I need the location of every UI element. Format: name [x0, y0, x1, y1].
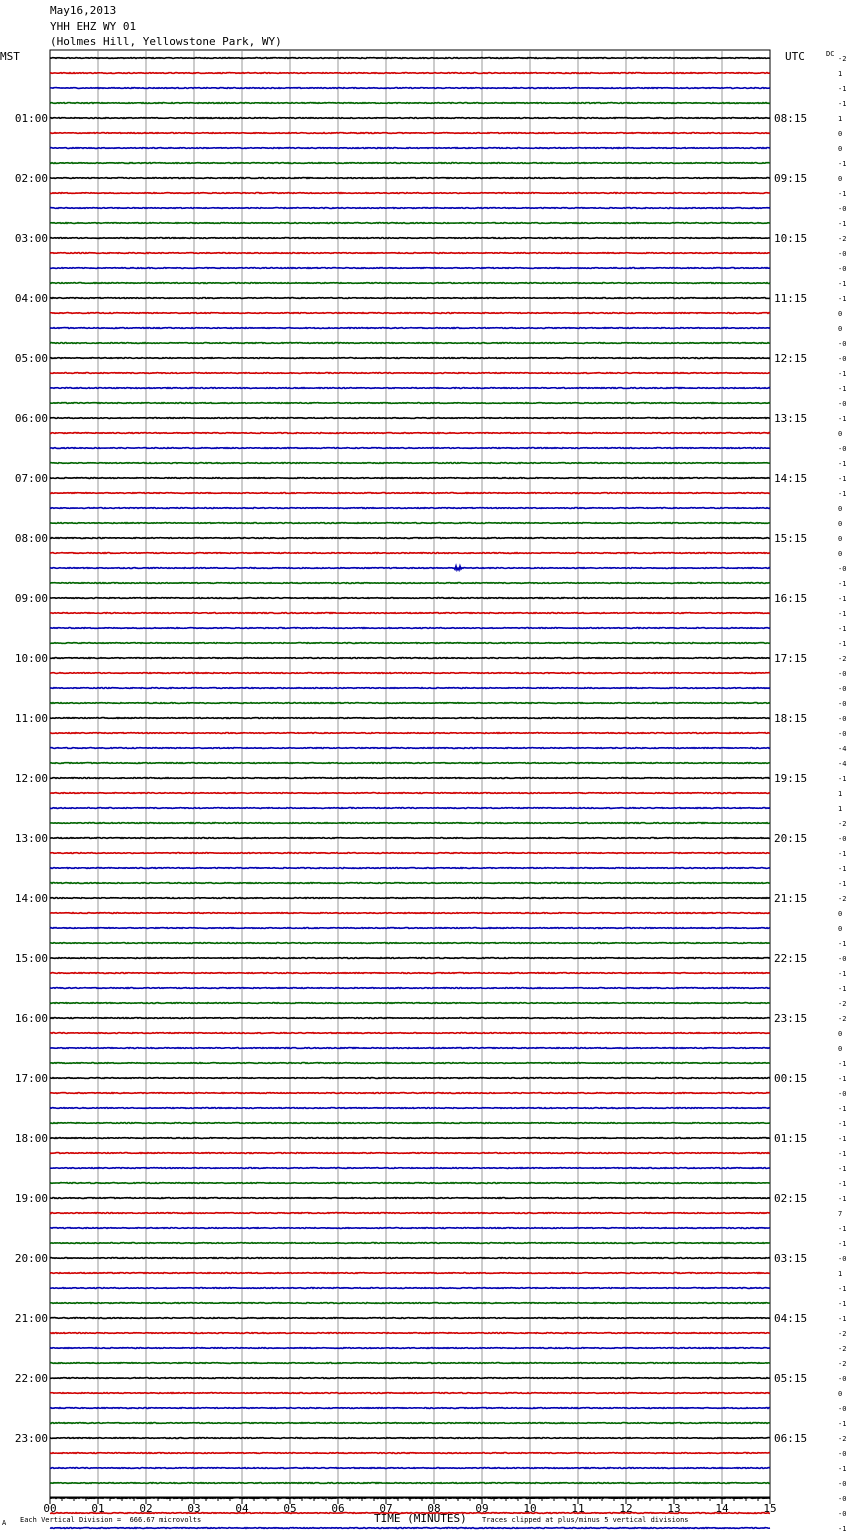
- dc-offset-label: -2: [838, 1000, 847, 1008]
- seismic-trace: [50, 163, 770, 164]
- hour-label-left: 18:00: [14, 1132, 48, 1145]
- dc-offset-label: 0: [838, 505, 843, 513]
- seismic-trace: [50, 718, 770, 719]
- hour-label-right: 04:15: [774, 1312, 808, 1325]
- seismic-trace: [50, 613, 770, 614]
- dc-offset-label: 0: [838, 145, 843, 153]
- dc-offset-label: -1: [838, 1150, 847, 1158]
- dc-offset-label: 0: [838, 325, 843, 333]
- dc-offset-label: -1: [838, 595, 847, 603]
- hour-label-left: 02:00: [14, 172, 48, 185]
- chart-station: YHH EHZ WY 01: [50, 20, 137, 33]
- seismic-trace: [50, 1228, 770, 1229]
- seismic-trace: [50, 178, 770, 179]
- dc-offset-label: -2: [838, 655, 847, 663]
- seismic-trace: [50, 598, 770, 599]
- seismic-trace: [50, 553, 770, 554]
- hour-label-left: 01:00: [14, 112, 48, 125]
- dc-offset-label: -1: [838, 1075, 847, 1083]
- hour-label-right: 17:15: [774, 652, 808, 665]
- dc-offset-label: -1: [838, 415, 847, 423]
- hour-label-right: 12:15: [774, 352, 808, 365]
- seismic-trace: [50, 1378, 770, 1379]
- x-tick-label: 07: [379, 1502, 393, 1515]
- dc-offset-label: -0: [838, 250, 847, 258]
- dc-offset-label: -0: [838, 835, 847, 843]
- dc-offset-label: 1: [838, 70, 843, 78]
- seismic-trace: [50, 583, 770, 584]
- seismic-trace: [50, 763, 770, 764]
- seismic-trace: [50, 253, 770, 254]
- dc-offset-label: -0: [838, 700, 847, 708]
- seismic-trace: [50, 88, 770, 89]
- dc-offset-label: -1: [838, 580, 847, 588]
- x-tick-label: 03: [187, 1502, 201, 1515]
- chart-location: (Holmes Hill, Yellowstone Park, WY): [50, 35, 282, 48]
- seismic-trace: [50, 1093, 770, 1094]
- hour-label-left: 15:00: [14, 952, 48, 965]
- dc-offset-label: -1: [838, 385, 847, 393]
- seismic-trace: [50, 538, 770, 539]
- dc-offset-label: -1: [838, 1285, 847, 1293]
- seismic-trace: [50, 208, 770, 209]
- seismic-trace: [50, 973, 770, 974]
- dc-offset-label: -2: [838, 820, 847, 828]
- dc-offset-label: 0: [838, 175, 843, 183]
- dc-offset-label: 0: [838, 430, 843, 438]
- seismic-trace: [50, 523, 770, 524]
- plot-frame: [50, 50, 770, 1497]
- seismic-trace: [50, 823, 770, 824]
- dc-offset-label: -1: [838, 1180, 847, 1188]
- seismic-trace: [50, 778, 770, 779]
- dc-offset-label: -1: [838, 775, 847, 783]
- dc-offset-label: -0: [838, 1255, 847, 1263]
- dc-offset-label: -2: [838, 235, 847, 243]
- seismic-trace: [50, 853, 770, 854]
- dc-offset-label: -0: [838, 955, 847, 963]
- seismic-trace: [50, 118, 770, 119]
- seismic-trace: [50, 808, 770, 809]
- dc-offset-label: -2: [838, 895, 847, 903]
- seismic-trace: [50, 1078, 770, 1079]
- hour-label-right: 08:15: [774, 112, 808, 125]
- dc-offset-label: -0: [838, 685, 847, 693]
- dc-offset-label: -0: [838, 730, 847, 738]
- hour-label-right: 03:15: [774, 1252, 808, 1265]
- dc-offset-label: 0: [838, 1030, 843, 1038]
- seismic-trace: [50, 1528, 770, 1529]
- seismic-trace: [50, 133, 770, 134]
- seismic-trace: [50, 268, 770, 269]
- seismic-trace: [50, 1423, 770, 1424]
- dc-offset-label: 0: [838, 1390, 843, 1398]
- chart-date: May16,2013: [50, 4, 117, 17]
- dc-offset-label: 1: [838, 805, 843, 813]
- seismic-trace: [50, 433, 770, 434]
- dc-offset-label: -0: [838, 1375, 847, 1383]
- seismic-trace: [50, 958, 770, 959]
- seismic-trace: [50, 448, 770, 449]
- seismic-trace: [50, 1168, 770, 1169]
- dc-offset-label: -1: [838, 1105, 847, 1113]
- dc-offset-label: 0: [838, 550, 843, 558]
- dc-offset-label: -0: [838, 715, 847, 723]
- seismic-trace: [50, 838, 770, 839]
- hour-label-right: 00:15: [774, 1072, 808, 1085]
- dc-offset-label: -0: [838, 340, 847, 348]
- seismic-trace: [50, 928, 770, 929]
- dc-offset-label: -1: [838, 850, 847, 858]
- dc-offset-label: -1: [838, 85, 847, 93]
- x-tick-label: 01: [91, 1502, 105, 1515]
- hour-label-right: 09:15: [774, 172, 808, 185]
- x-tick-label: 06: [331, 1502, 345, 1515]
- seismic-trace: [50, 1198, 770, 1199]
- dc-offset-label: -0: [838, 445, 847, 453]
- clip-note: Traces clipped at plus/minus 5 vertical divisions: [482, 1516, 689, 1524]
- dc-offset-label: -1: [838, 1240, 847, 1248]
- seismic-trace: [50, 403, 770, 404]
- seismic-trace: [50, 868, 770, 869]
- dc-offset-label: -1: [838, 1225, 847, 1233]
- dc-offset-label: -0: [838, 1480, 847, 1488]
- hour-label-right: 23:15: [774, 1012, 808, 1025]
- seismic-trace: [50, 358, 770, 359]
- dc-offset-label: -4: [838, 760, 847, 768]
- hour-label-right: 20:15: [774, 832, 808, 845]
- hour-label-left: 17:00: [14, 1072, 48, 1085]
- corner-mark: A: [2, 1519, 7, 1527]
- seismic-trace: [50, 1258, 770, 1259]
- dc-offset-label: 0: [838, 925, 843, 933]
- hour-label-left: 03:00: [14, 232, 48, 245]
- x-tick-label: 09: [475, 1502, 489, 1515]
- hour-label-left: 20:00: [14, 1252, 48, 1265]
- hour-label-left: 08:00: [14, 532, 48, 545]
- hour-label-left: 09:00: [14, 592, 48, 605]
- dc-offset-label: 0: [838, 535, 843, 543]
- dc-offset-label: 0: [838, 910, 843, 918]
- seismic-trace: [50, 1393, 770, 1394]
- dc-offset-label: -0: [838, 205, 847, 213]
- x-tick-label: 12: [619, 1502, 633, 1515]
- seismic-trace: [50, 508, 770, 509]
- dc-offset-label: -1: [838, 1135, 847, 1143]
- seismic-trace: [50, 58, 770, 59]
- seismic-trace: [50, 1243, 770, 1244]
- dc-offset-label: 1: [838, 790, 843, 798]
- dc-offset-label: -1: [838, 985, 847, 993]
- dc-offset-label: -0: [838, 1495, 847, 1503]
- seismic-trace: [50, 673, 770, 674]
- dc-offset-label: -2: [838, 1435, 847, 1443]
- x-tick-label: 08: [427, 1502, 441, 1515]
- seismic-trace: [50, 1288, 770, 1289]
- seismic-trace: [50, 418, 770, 419]
- seismic-trace: [50, 1348, 770, 1349]
- seismic-trace: [50, 298, 770, 299]
- x-tick-label: 04: [235, 1502, 249, 1515]
- seismic-trace: [50, 103, 770, 104]
- seismic-trace: [50, 463, 770, 464]
- x-tick-label: 10: [523, 1502, 537, 1515]
- seismic-trace: [50, 1318, 770, 1319]
- seismic-trace: [50, 343, 770, 344]
- x-tick-label: 05: [283, 1502, 297, 1515]
- dc-offset-label: -1: [838, 880, 847, 888]
- dc-offset-label: -0: [838, 1450, 847, 1458]
- seismic-trace: [50, 1273, 770, 1274]
- seismic-trace: [50, 1363, 770, 1364]
- hour-label-right: 05:15: [774, 1372, 808, 1385]
- dc-offset-label: -1: [838, 220, 847, 228]
- dc-offset-label: -1: [838, 1195, 847, 1203]
- seismic-trace: [50, 193, 770, 194]
- seismic-trace: [50, 373, 770, 374]
- dc-offset-label: -4: [838, 745, 847, 753]
- hour-label-right: 16:15: [774, 592, 808, 605]
- x-tick-label: 13: [667, 1502, 681, 1515]
- dc-offset-label: 0: [838, 520, 843, 528]
- dc-offset-label: -1: [838, 1300, 847, 1308]
- dc-offset-label: 1: [838, 1270, 843, 1278]
- seismic-trace: [50, 1183, 770, 1184]
- hour-label-left: 10:00: [14, 652, 48, 665]
- seismic-trace: [50, 1213, 770, 1214]
- seismic-trace: [50, 1018, 770, 1019]
- hour-label-left: 13:00: [14, 832, 48, 845]
- seismic-trace: [50, 748, 770, 749]
- hour-label-left: 07:00: [14, 472, 48, 485]
- dc-offset-label: -0: [838, 670, 847, 678]
- seismic-trace: [50, 1063, 770, 1064]
- left-timezone-label: MST: [0, 50, 20, 63]
- seismic-trace: [50, 328, 770, 329]
- dc-offset-label: 0: [838, 130, 843, 138]
- dc-offset-label: -1: [838, 100, 847, 108]
- seismic-trace: [50, 988, 770, 989]
- dc-offset-label: -2: [838, 1345, 847, 1353]
- hour-label-left: 16:00: [14, 1012, 48, 1025]
- seismic-trace: [50, 148, 770, 149]
- x-tick-label: 14: [715, 1502, 729, 1515]
- dc-offset-label: -0: [838, 1090, 847, 1098]
- dc-offset-label: -1: [838, 940, 847, 948]
- dc-offset-label: -1: [838, 1120, 847, 1128]
- seismic-trace: [50, 223, 770, 224]
- dc-offset-label: -0: [838, 1510, 847, 1518]
- seismic-trace: [50, 628, 770, 629]
- seismic-trace: [50, 658, 770, 659]
- hour-label-right: 18:15: [774, 712, 808, 725]
- dc-offset-label: -1: [838, 1060, 847, 1068]
- seismic-trace: [50, 898, 770, 899]
- seismic-trace: [50, 566, 770, 570]
- seismic-trace: [50, 388, 770, 389]
- dc-offset-label: 1: [838, 115, 843, 123]
- hour-label-right: 10:15: [774, 232, 808, 245]
- seismic-trace: [50, 1483, 770, 1484]
- dc-offset-label: -1: [838, 970, 847, 978]
- right-timezone-label: UTC: [785, 50, 805, 63]
- seismic-trace: [50, 883, 770, 884]
- hour-label-right: 01:15: [774, 1132, 808, 1145]
- seismic-trace: [50, 688, 770, 689]
- hour-label-left: 19:00: [14, 1192, 48, 1205]
- seismic-trace: [50, 313, 770, 314]
- dc-offset-label: -0: [838, 265, 847, 273]
- seismic-trace: [50, 73, 770, 74]
- dc-offset-label: -2: [838, 1330, 847, 1338]
- dc-offset-label: 0: [838, 310, 843, 318]
- dc-offset-label: -1: [838, 370, 847, 378]
- hour-label-right: 21:15: [774, 892, 808, 905]
- dc-offset-label: -2: [838, 1015, 847, 1023]
- dc-offset-label: -1: [838, 1525, 847, 1533]
- seismic-trace: [50, 1153, 770, 1154]
- dc-offset-label: -2: [838, 1360, 847, 1368]
- dc-offset-label: 7: [838, 1210, 843, 1218]
- seismic-trace: [50, 1108, 770, 1109]
- seismic-trace: [50, 1138, 770, 1139]
- dc-offset-label: -0: [838, 565, 847, 573]
- seismic-trace: [50, 643, 770, 644]
- seismic-trace: [50, 703, 770, 704]
- dc-offset-label: -1: [838, 460, 847, 468]
- seismic-trace: [50, 478, 770, 479]
- hour-label-right: 02:15: [774, 1192, 808, 1205]
- hour-label-left: 23:00: [14, 1432, 48, 1445]
- seismic-trace: [50, 1303, 770, 1304]
- dc-label: DC: [826, 50, 835, 58]
- hour-label-left: 06:00: [14, 412, 48, 425]
- seismic-trace: [50, 1333, 770, 1334]
- hour-label-right: 22:15: [774, 952, 808, 965]
- dc-offset-label: -1: [838, 1420, 847, 1428]
- seismic-trace: [50, 733, 770, 734]
- dc-offset-label: -0: [838, 1405, 847, 1413]
- dc-offset-label: -1: [838, 160, 847, 168]
- x-tick-label: 00: [43, 1502, 57, 1515]
- x-tick-label: 15: [763, 1502, 777, 1515]
- dc-offset-label: -0: [838, 355, 847, 363]
- hour-label-right: 13:15: [774, 412, 808, 425]
- dc-offset-label: -1: [838, 190, 847, 198]
- dc-offset-label: -1: [838, 1315, 847, 1323]
- x-tick-label: 11: [571, 1502, 585, 1515]
- seismic-trace: [50, 283, 770, 284]
- x-tick-label: 02: [139, 1502, 153, 1515]
- dc-offset-label: -1: [838, 1465, 847, 1473]
- hour-label-right: 06:15: [774, 1432, 808, 1445]
- dc-offset-label: -1: [838, 295, 847, 303]
- hour-label-right: 19:15: [774, 772, 808, 785]
- dc-offset-label: -1: [838, 280, 847, 288]
- dc-offset-label: -0: [838, 400, 847, 408]
- hour-label-left: 12:00: [14, 772, 48, 785]
- seismic-trace: [50, 493, 770, 494]
- seismic-trace: [50, 1438, 770, 1439]
- hour-label-left: 04:00: [14, 292, 48, 305]
- hour-label-right: 14:15: [774, 472, 808, 485]
- hour-label-left: 22:00: [14, 1372, 48, 1385]
- hour-label-right: 11:15: [774, 292, 808, 305]
- dc-offset-label: -1: [838, 865, 847, 873]
- dc-offset-label: -1: [838, 490, 847, 498]
- seismic-trace: [50, 1033, 770, 1034]
- x-axis-title: TIME (MINUTES): [374, 1512, 467, 1525]
- scale-note: Each Vertical Division = 666.67 microvolts: [20, 1516, 202, 1524]
- seismic-trace: [50, 1408, 770, 1409]
- hour-label-left: 21:00: [14, 1312, 48, 1325]
- seismic-trace: [50, 238, 770, 239]
- dc-offset-label: 0: [838, 1045, 843, 1053]
- seismic-trace: [50, 1123, 770, 1124]
- hour-label-right: 15:15: [774, 532, 808, 545]
- seismic-trace: [50, 1048, 770, 1049]
- seismic-trace: [50, 1003, 770, 1004]
- dc-offset-label: -1: [838, 610, 847, 618]
- seismic-trace: [50, 793, 770, 794]
- dc-offset-label: -1: [838, 625, 847, 633]
- dc-offset-label: -1: [838, 475, 847, 483]
- seismic-trace: [50, 913, 770, 914]
- seismic-trace: [50, 943, 770, 944]
- hour-label-left: 11:00: [14, 712, 48, 725]
- seismic-trace: [50, 1453, 770, 1454]
- dc-offset-label: -1: [838, 640, 847, 648]
- seismic-trace: [50, 1468, 770, 1469]
- hour-label-left: 05:00: [14, 352, 48, 365]
- hour-label-left: 14:00: [14, 892, 48, 905]
- dc-offset-label: -1: [838, 1165, 847, 1173]
- dc-offset-label: -2: [838, 55, 847, 63]
